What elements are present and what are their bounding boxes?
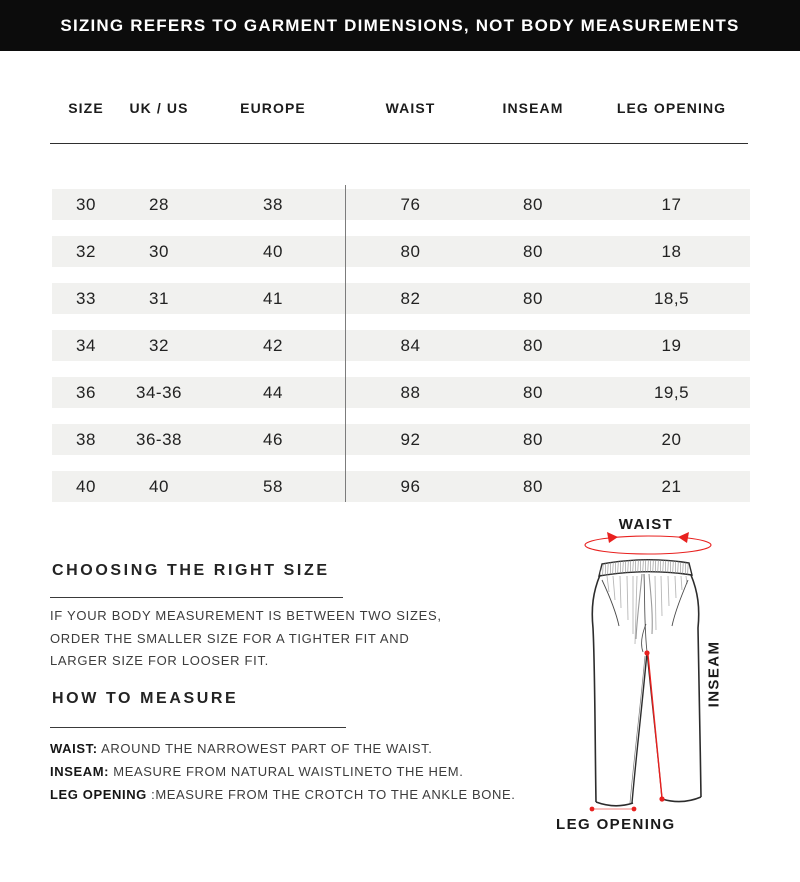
table-cell: 32 <box>76 241 96 261</box>
table-cell: 19 <box>661 335 682 355</box>
table-cell: 40 <box>76 476 96 496</box>
measure-desc: MEASURE FROM NATURAL WAISTLINETO THE HEM. <box>109 764 464 779</box>
measure-desc: :MEASURE FROM THE CROTCH TO THE ANKLE BONE. <box>146 787 516 802</box>
banner <box>0 0 800 51</box>
table-cell: 84 <box>400 335 421 355</box>
table-row <box>52 330 750 361</box>
measure-desc: AROUND THE NARROWEST PART OF THE WAIST. <box>97 741 433 756</box>
inner-seams <box>630 652 662 803</box>
table-cell: 21 <box>661 476 682 496</box>
table-cell: 28 <box>149 194 169 214</box>
table-cell: 20 <box>661 429 682 449</box>
table-row <box>52 377 750 408</box>
measure-term: LEG OPENING <box>50 787 147 802</box>
column-header: WAIST <box>385 100 436 116</box>
paragraph-line: LARGER SIZE FOR LOOSER FIT. <box>50 653 269 668</box>
measure-term: INSEAM: <box>50 764 110 779</box>
table-cell: 80 <box>523 429 543 449</box>
inseam-label: INSEAM <box>705 640 723 708</box>
column-header: INSEAM <box>502 100 564 116</box>
size-table-header <box>52 100 750 116</box>
table-row <box>52 471 750 502</box>
measure-item <box>50 783 515 806</box>
table-cell: 40 <box>149 476 169 496</box>
measure-list <box>50 737 515 806</box>
table-cell: 46 <box>263 429 283 449</box>
table-cell: 34-36 <box>136 382 182 402</box>
table-cell: 38 <box>263 194 283 214</box>
table-cell: 36 <box>76 382 96 402</box>
table-cell: 31 <box>149 288 169 308</box>
leg-opening-label: LEG OPENING <box>556 816 676 833</box>
measure-item <box>50 737 515 760</box>
banner-text: SIZING REFERS TO GARMENT DIMENSIONS, NOT BODY MEASUREMENTS <box>60 15 740 35</box>
table-cell: 18 <box>661 241 682 261</box>
table-cell: 18,5 <box>653 288 690 308</box>
choosing-paragraph <box>50 605 442 673</box>
table-cell: 17 <box>661 194 682 214</box>
table-cell: 44 <box>263 382 283 402</box>
waist-label: WAIST <box>618 516 674 533</box>
table-cell: 34 <box>76 335 96 355</box>
header-underline <box>50 143 748 144</box>
column-header: SIZE <box>68 100 104 116</box>
size-table-body <box>52 189 750 518</box>
table-row <box>52 283 750 314</box>
column-header: EUROPE <box>240 100 306 116</box>
paragraph-line: ORDER THE SMALLER SIZE FOR A TIGHTER FIT AND <box>50 630 410 646</box>
inseam-measure-line <box>644 650 664 801</box>
waist-circumference-arrow <box>585 532 711 554</box>
waistband <box>599 555 692 579</box>
table-cell: 36-38 <box>136 429 182 449</box>
table-row <box>52 424 750 455</box>
choosing-heading: CHOOSING THE RIGHT SIZE <box>52 562 330 579</box>
front-crease <box>642 574 647 652</box>
column-header: LEG OPENING <box>616 100 727 116</box>
table-cell: 80 <box>523 241 543 261</box>
table-cell: 40 <box>263 241 283 261</box>
pants-outline <box>592 575 701 806</box>
table-cell: 80 <box>523 288 543 308</box>
table-cell: 80 <box>523 476 543 496</box>
table-cell: 92 <box>400 429 421 449</box>
table-cell: 30 <box>149 241 169 261</box>
table-cell: 80 <box>523 194 543 214</box>
table-row <box>52 236 750 267</box>
table-cell: 33 <box>76 288 96 308</box>
choosing-underline <box>50 597 343 598</box>
leg-opening-measure-line <box>590 807 637 812</box>
table-cell: 41 <box>263 288 283 308</box>
pants-diagram <box>540 512 770 862</box>
table-row <box>52 189 750 220</box>
table-cell: 42 <box>263 335 283 355</box>
measure-item <box>50 760 515 783</box>
measure-term: WAIST: <box>50 741 98 756</box>
table-cell: 88 <box>400 382 421 402</box>
gather-lines <box>607 576 687 644</box>
table-cell: 76 <box>400 194 421 214</box>
table-cell: 80 <box>523 382 543 402</box>
table-cell: 80 <box>400 241 421 261</box>
measure-heading: HOW TO MEASURE <box>52 690 239 707</box>
table-cell: 82 <box>400 288 421 308</box>
measure-underline <box>50 727 346 728</box>
paragraph-line: IF YOUR BODY MEASUREMENT IS BETWEEN TWO SIZES, <box>50 608 442 623</box>
table-cell: 19,5 <box>653 382 690 402</box>
column-header: UK / US <box>129 100 189 116</box>
table-cell: 80 <box>523 335 543 355</box>
column-divider <box>345 185 346 502</box>
table-cell: 38 <box>76 429 96 449</box>
table-cell: 30 <box>76 194 96 214</box>
table-cell: 32 <box>149 335 169 355</box>
table-cell: 96 <box>400 476 421 496</box>
table-cell: 58 <box>263 476 283 496</box>
